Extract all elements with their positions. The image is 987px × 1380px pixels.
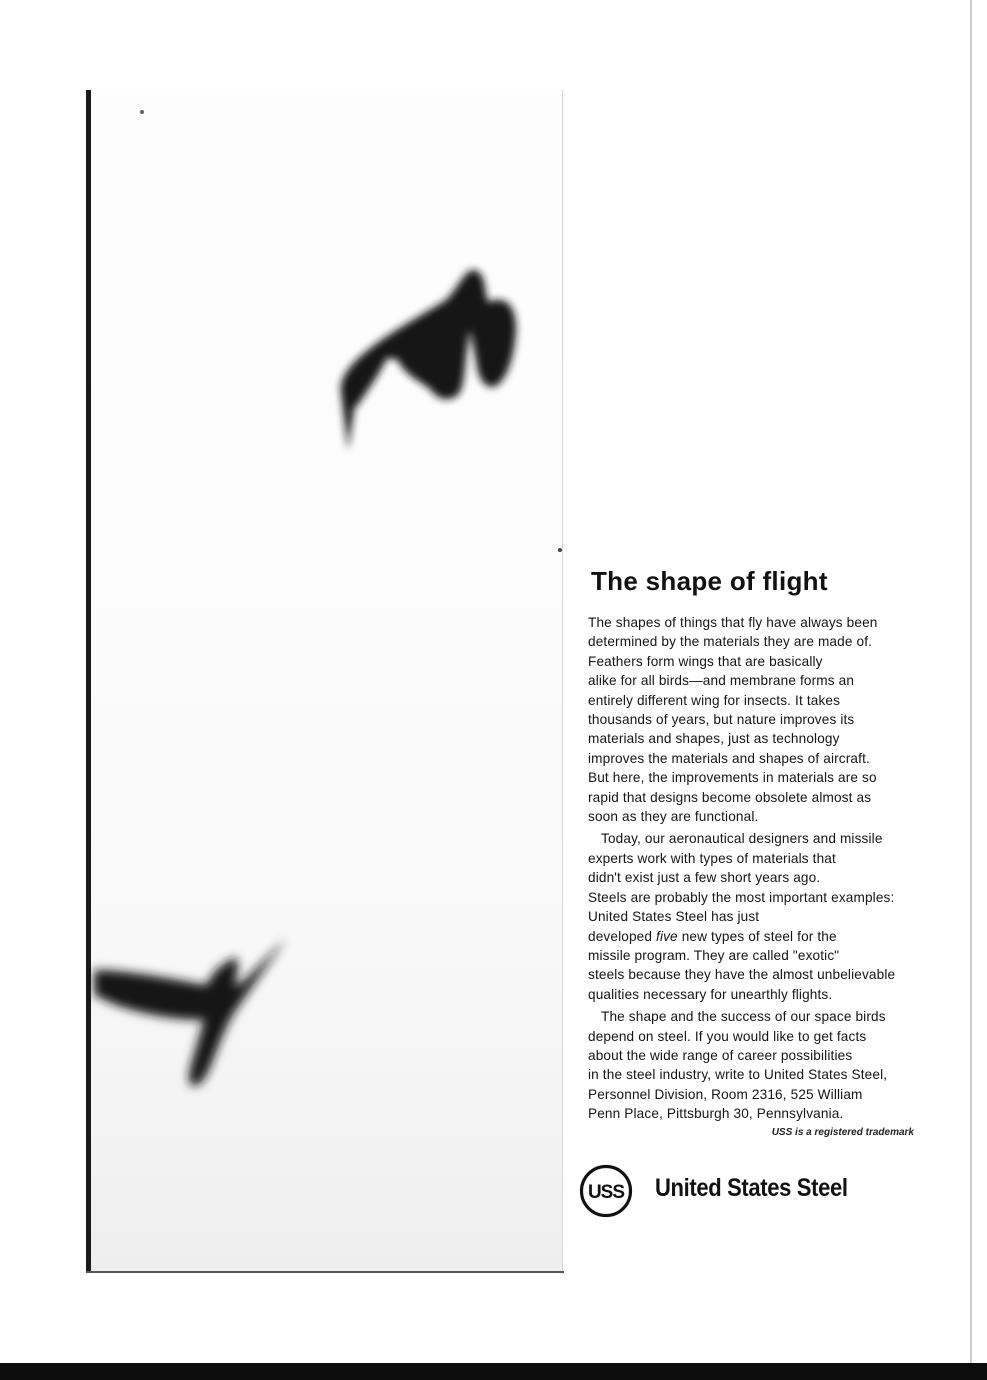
text-line: didn't exist just a few short years ago.: [588, 870, 821, 886]
paragraph-2: [588, 829, 918, 1004]
text-line: thousands of years, but nature improves its: [588, 712, 855, 728]
paragraph-1: [588, 613, 918, 826]
text-line: Today, our aeronautical designers and missile: [601, 831, 883, 847]
text-line: soon as they are functional.: [588, 809, 759, 825]
text-line: Penn Place, Pittsburgh 30, Pennsylvania.: [588, 1106, 844, 1122]
page-bottom-bar: [0, 1363, 987, 1380]
text-line: The shape and the success of our space birds: [601, 1009, 886, 1025]
emphasis-prefix: developed: [588, 928, 657, 944]
text-line: experts work with types of materials that: [588, 850, 836, 866]
text-line: improves the materials and shapes of aircraft.: [588, 750, 870, 766]
text-line: Steels are probably the most important examples:: [588, 889, 895, 905]
text-line: alike for all birds—and membrane forms an: [588, 673, 855, 689]
bird-photo: [86, 90, 564, 1274]
text-line: steels because they have the almost unbelievable: [588, 967, 896, 983]
text-line: United States Steel has just: [588, 909, 760, 925]
ad-copy: [588, 560, 918, 1138]
logo-mark-text: USS: [587, 1182, 625, 1203]
text-line: determined by the materials they are made of.: [588, 634, 873, 650]
text-line: qualities necessary for unearthly flights.: [588, 986, 833, 1002]
text-line: But here, the improvements in materials are so: [588, 770, 877, 786]
text-line-with-emphasis: [588, 927, 918, 946]
paragraph-3: [588, 1007, 918, 1123]
text-line: about the wide range of career possibilities: [588, 1047, 853, 1063]
headline: The shape of flight: [591, 566, 828, 596]
text-line: depend on steel. If you would like to get facts: [588, 1028, 867, 1044]
brand-name: United States Steel: [655, 1174, 848, 1202]
text-line: in the steel industry, write to United States Steel,: [588, 1067, 888, 1083]
trademark-note: USS is a registered trademark: [771, 1126, 914, 1138]
birds-illustration: [86, 90, 564, 1274]
emphasis-suffix: new types of steel for the: [677, 928, 837, 944]
text-line: rapid that designs become obsolete almost as: [588, 789, 872, 805]
page-edge: [970, 0, 972, 1365]
emphasis-word: five: [656, 928, 678, 944]
text-line: Personnel Division, Room 2316, 525 William: [588, 1086, 863, 1102]
uss-logo: [579, 1160, 879, 1224]
text-line: materials and shapes, just as technology: [588, 731, 840, 747]
text-line: missile program. They are called "exotic": [588, 947, 840, 963]
text-line: entirely different wing for insects. It takes: [588, 692, 841, 708]
text-line: The shapes of things that fly have always been: [588, 615, 878, 630]
text-line: Feathers form wings that are basically: [588, 653, 823, 669]
uss-logo-icon: [579, 1164, 633, 1218]
